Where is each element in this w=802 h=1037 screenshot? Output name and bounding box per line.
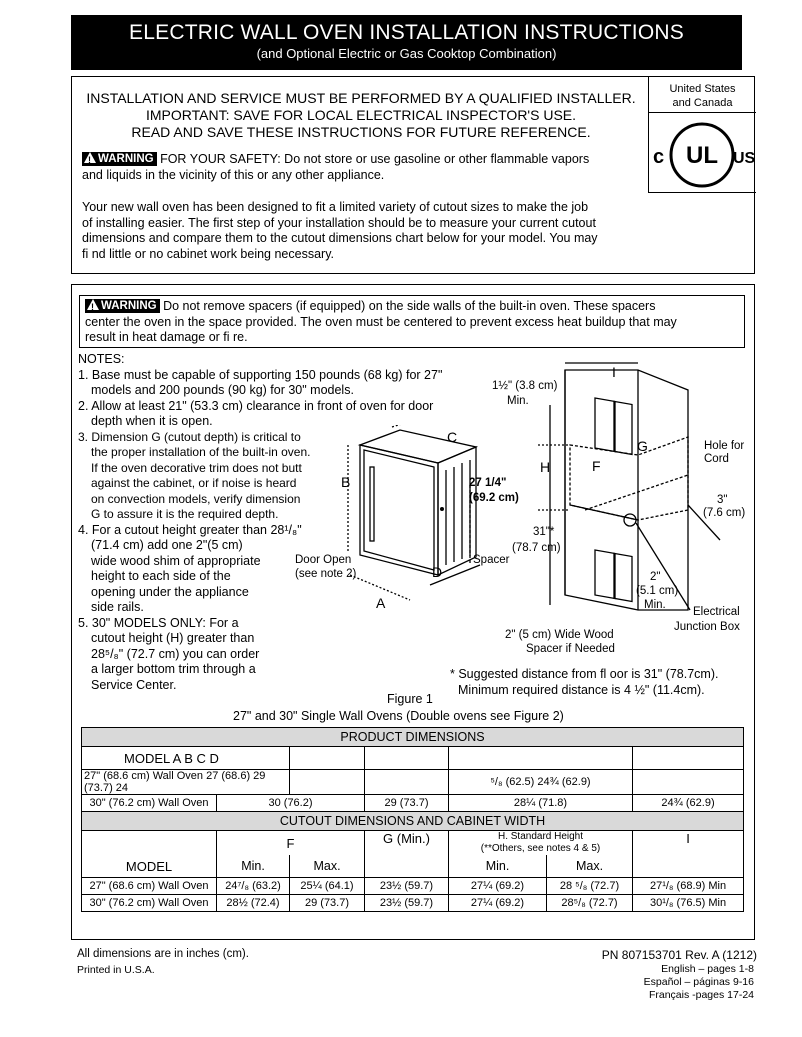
table-cell: 27" (68.6 cm) Wall Oven <box>82 878 217 895</box>
table-cell: 23½ (59.7) <box>365 895 449 912</box>
min-label: Min. <box>507 395 529 407</box>
model-header: MODEL <box>82 831 217 878</box>
spacer-warning <box>85 299 745 346</box>
dim-c: C <box>447 429 458 445</box>
intro-line1: INSTALLATION AND SERVICE MUST BE PERFORMED BY A QUALIFIED INSTALLER. <box>86 90 636 106</box>
h-max-header: Max. <box>547 855 633 878</box>
warning-badge-2 <box>85 299 160 313</box>
product-dims-title: PRODUCT DIMENSIONS <box>82 728 744 747</box>
note-line: the proper installation of the built-in oven. <box>91 445 311 459</box>
note-line: 4. For a cutout height greater than 28¹/₈" <box>78 522 302 537</box>
door-open-label: Door Open <box>295 554 352 566</box>
f-min-header: Min. <box>217 855 290 878</box>
warning2-line1: Do not remove spacers (if equipped) on the side walls of the built-in oven. These spacers <box>163 299 656 313</box>
two-min: Min. <box>644 599 666 611</box>
warning2-line3: result in heat damage or fi re. <box>85 330 248 344</box>
f-header: F <box>217 831 365 856</box>
note-line: cutout height (H) greater than <box>91 631 255 645</box>
table-cell: 23½ (59.7) <box>365 878 449 895</box>
footer-spanish: Español – páginas 9-16 <box>643 976 754 988</box>
table-cell <box>290 770 365 795</box>
ul-mark-ul: UL <box>686 142 718 169</box>
table-cell: 28 ⁵/₈ (72.7) <box>547 878 633 895</box>
intro-paragraph <box>82 200 642 262</box>
notes-heading: NOTES: <box>78 352 125 366</box>
footnote-1: * Suggested distance from fl oor is 31" (78.7cm). <box>450 667 719 681</box>
table-cell: 29 (73.7) <box>365 795 449 812</box>
table-cell: 30" (76.2 cm) Wall Oven <box>82 895 217 912</box>
height-cm: (69.2 cm) <box>469 492 519 504</box>
shim-label-1: 2" (5 cm) Wide Wood <box>505 629 614 641</box>
note-line: against the cabinet, or if noise is heard <box>91 476 297 490</box>
document-subtitle: (and Optional Electric or Gas Cooktop Combination) <box>256 46 557 61</box>
dim-d: D <box>432 564 443 580</box>
note-line: depth when it is open. <box>91 414 213 428</box>
table-cell: 28½ (72.4) <box>217 895 290 912</box>
min-dim: 1½" (3.8 cm) <box>492 380 558 392</box>
warning-triangle-icon: ! <box>87 299 99 310</box>
ul-logo-icon <box>649 113 755 197</box>
warning2-line2: center the oven in the space provided. The oven must be centered to prevent excess heat buildup that may <box>85 314 677 329</box>
ul-region-line1: United States <box>669 83 736 95</box>
figure-label: Figure 1 <box>387 692 433 706</box>
shim-label-2: Spacer if Needed <box>526 643 615 655</box>
footer-printed: Printed in U.S.A. <box>77 964 155 976</box>
thirtyone-in: 31"* <box>533 526 555 538</box>
hole-label-1: Hole for <box>704 440 745 452</box>
table-cell <box>633 770 744 795</box>
note-line: Service Center. <box>91 677 177 692</box>
electrical-label: Electrical <box>693 606 740 618</box>
safety-line2: and liquids in the vicinity of this or any other appliance. <box>82 167 385 182</box>
intro-line2: IMPORTANT: SAVE FOR LOCAL ELECTRICAL INSPECTOR'S USE. <box>145 107 577 123</box>
i-header: I <box>633 831 744 878</box>
table-cell: 25¼ (64.1) <box>290 878 365 895</box>
table-row <box>82 831 744 856</box>
table-row <box>82 812 744 831</box>
spacer-label: Spacer <box>473 554 510 566</box>
dim-g: G <box>637 438 648 454</box>
product-header: MODEL A B C D <box>82 747 290 770</box>
safety-warning <box>82 152 642 183</box>
table-cell: 30" (76.2 cm) Wall Oven <box>82 795 217 812</box>
note-line: 2. Allow at least 21" (53.3 cm) clearance in front of oven for door <box>78 398 434 413</box>
junction-box-label: Junction Box <box>674 621 740 633</box>
figure-caption: 27" and 30" Single Wall Ovens (Double ovens see Figure 2) <box>233 709 564 723</box>
safety-line1: FOR YOUR SAFETY: Do not store or use gasoline or other flammable vapors <box>160 152 590 166</box>
note-line: G to assure it is the required depth. <box>91 507 279 521</box>
footnote-2: Minimum required distance is 4 ½" (11.4cm). <box>458 683 705 697</box>
note-line: 3. Dimension G (cutout depth) is critical to <box>78 429 301 444</box>
dim-f: F <box>592 458 601 474</box>
ul-certification-box <box>648 76 756 193</box>
g-header: G (Min.) <box>365 831 449 878</box>
note-line: (71.4 cm) add one 2"(5 cm) <box>91 538 243 552</box>
hole-label-2: Cord <box>704 453 729 465</box>
para-line1: Your new wall oven has been designed to fit a limited variety of cutout sizes to make the job <box>82 200 589 214</box>
ul-region-line2: and Canada <box>672 97 733 109</box>
table-cell: 24¾ (62.9) <box>633 795 744 812</box>
table-row <box>82 728 744 747</box>
para-line4: fi nd little or no cabinet work being necessary. <box>82 246 334 261</box>
h-min-header: Min. <box>449 855 547 878</box>
height-in: 27 1/4" <box>469 477 507 489</box>
ul-region <box>649 76 756 113</box>
warning-label-2: WARNING <box>101 300 157 312</box>
table-cell: ⁵/₈ (62.5) 24¾ (62.9) <box>449 770 633 795</box>
dim-a: A <box>376 595 386 611</box>
table-row <box>82 747 744 770</box>
table-row <box>82 795 744 812</box>
warning-badge <box>82 152 157 166</box>
footer-english: English – pages 1-8 <box>661 963 754 975</box>
note-line: 5. 30" MODELS ONLY: For a <box>78 615 239 630</box>
table-cell: 27¼ (69.2) <box>449 878 547 895</box>
two-cm: (5.1 cm) <box>636 585 679 597</box>
note-line: wide wood shim of appropriate <box>91 553 261 568</box>
para-line2: of installing easier. The first step of your installation should be to measure your current cutout <box>82 215 596 230</box>
table-cell <box>365 770 449 795</box>
ul-mark-c: c <box>653 146 665 168</box>
three-in: 3" <box>717 494 728 506</box>
note-line: a larger bottom trim through a <box>91 662 256 676</box>
cabinet-diagram <box>510 355 750 625</box>
note-line: on convection models, verify dimension <box>91 491 301 506</box>
note-line: 28⁵/₈" (72.7 cm) you can order <box>91 646 260 661</box>
note-line: opening under the appliance <box>91 584 249 599</box>
title-bar <box>71 15 742 70</box>
para-line3: dimensions and compare them to the cutout dimensions chart below for your model. You may <box>82 231 598 245</box>
three-cm: (7.6 cm) <box>703 507 746 519</box>
table-cell: 27" (68.6 cm) Wall Oven 27 (68.6) 29 (73.7) 24 <box>82 770 290 795</box>
spacer-marker <box>440 507 444 511</box>
dim-h: H <box>540 459 551 475</box>
thirtyone-cm: (78.7 cm) <box>512 542 561 554</box>
note-line: side rails. <box>91 600 144 614</box>
note-line: models and 200 pounds (90 kg) for 30" models. <box>91 383 354 397</box>
warning-triangle-icon: ! <box>84 152 96 163</box>
table-cell: 28⁵/₈ (72.7) <box>547 895 633 912</box>
table-cell: 27¼ (69.2) <box>449 895 547 912</box>
h-header <box>449 831 633 856</box>
door-open-note: (see note 2) <box>295 568 357 580</box>
intro-line3: READ AND SAVE THESE INSTRUCTIONS FOR FUTURE REFERENCE. <box>131 124 591 140</box>
table-cell: 28¼ (71.8) <box>449 795 633 812</box>
footer-part-number: PN 807153701 Rev. A (1212) <box>601 948 757 962</box>
table-cell: 30 (76.2) <box>217 795 365 812</box>
note-line: If the oven decorative trim does not butt <box>91 460 302 475</box>
table-cell: 30¹/₈ (76.5) Min <box>633 895 744 912</box>
f-max-header: Max. <box>290 855 365 878</box>
table-row <box>82 895 744 912</box>
dim-b: B <box>341 474 351 490</box>
dim-i: I <box>612 364 616 380</box>
h-header-line2: (**Others, see notes 4 & 5) <box>480 843 601 854</box>
note-line: height to each side of the <box>91 569 231 583</box>
h-header-line1: H. Standard Height <box>497 831 584 842</box>
oven-diagram <box>330 425 500 620</box>
table-row <box>82 878 744 895</box>
table-cell: 29 (73.7) <box>290 895 365 912</box>
document-title: ELECTRIC WALL OVEN INSTALLATION INSTRUCTIONS <box>129 21 684 44</box>
table-cell: 27¹/₈ (68.9) Min <box>633 878 744 895</box>
note-line: 1. Base must be capable of supporting 150 pounds (68 kg) for 27" <box>78 367 443 382</box>
warning-label: WARNING <box>98 153 154 165</box>
dimensions-table <box>81 727 744 912</box>
footer-french: Français -pages 17-24 <box>648 989 754 1001</box>
table-row <box>82 770 744 795</box>
cutout-dims-title: CUTOUT DIMENSIONS AND CABINET WIDTH <box>82 812 744 831</box>
table-cell: 24⁷/₈ (63.2) <box>217 878 290 895</box>
footer-dims-note: All dimensions are in inches (cm). <box>77 948 249 960</box>
ul-mark-us: US <box>733 150 755 167</box>
two-in: 2" <box>650 571 661 583</box>
